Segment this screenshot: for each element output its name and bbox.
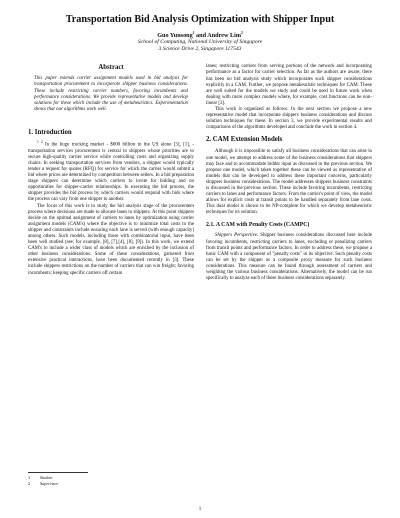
left-column (28, 64, 194, 282)
intro-paragraph-1-text: In the huge trucking market - $600 billion in the US alone [3], [1], - transportation services procurement is central to shippers whose priorities are to secure high-quality carrier service while controlling costs and organizing supply chains. In seeking transportation services from vendors, a shipper would typically tender a request for quotes (RFQ) for service for which the carrier would submit a bid where prices are determined by competition between sellers. In a bid preparation stage shippers can determine which carriers to invite for bidding and on opportunities for shipper-carrier relationships. In executing the bid process, the shipper provides the bid process by which carriers would respond with bids where the process can vary from one shipper to another. (28, 142, 194, 203)
address-line: 3 Science Drive 2, Singapore 117543 (158, 45, 242, 52)
subsection-paragraph-text: Shipper business considerations discussed here include favoring incumbents, restricting carriers to lanes, excluding or penalizing carriers from transit points and performance factors. In order to address these, we propose a basic CAM with a component of "penalty costs" in its objective. Such penalty costs can be set by the shipper as a composite proxy measure for such business considerations. This measure can be found through assessment of carriers and weighting the various business considerations. Alternatively, the model can be run specifically to analyze each of these business considerations separately. (206, 233, 372, 282)
footnote-number: 1 (28, 475, 31, 480)
run-in-heading: Shippers Perspective. (215, 233, 259, 239)
author-footnote-mark: 2 (240, 30, 243, 35)
footnote-2 (28, 481, 194, 487)
subsection-heading-campc: 2.1. A CAM with Penalty Costs (CAMPC) (206, 222, 310, 229)
intro-paragraph-continued: lanes; restricting carriers from serving portions of the network and incorporating performance as a factor for carrier selection. As far as the authors are aware, there has been no bid analysis study which incorporates such shipper considerations explicitly in a CAM. Further, we propose metaheuristic techniques for CAM. These are well suited for the models we study and could be used in future work when dealing with more complex models where, for example, cost functions can be non-linear [3]. (206, 64, 372, 106)
intro-paragraph-2: The focus of this work is to study the bid analysis stage of the procurement process where decisions are made to allocate lanes to shippers. At this point shippers decide on the optimal assignment of carriers to lanes by optimization using carrier assignment models (CAM's) where the objective is to minimize total costs to the shipper and constraints include ensuring each lane is served (with enough capacity) among others. Such models, including those with combinatorial input, have been been well studied (see, for example, [8], [7],[4], [8], [9]). In this work, we extend CAM's to include a wider class of models which are enriched by the inclusion of other business considerations. Some of these considerations, garnered from extensive practical interactions, have been documented recently in [3]. These include shippers restrictions on the number of carriers that can win freight; favoring incumbents; keeping specific carriers off certain (28, 203, 194, 276)
intro-paragraph-1 (28, 139, 194, 204)
abstract-heading: Abstract (98, 64, 124, 72)
subsection-paragraph (206, 233, 372, 282)
section-heading-cam-extension: 2. CAM Extension Models (206, 136, 283, 144)
page-number: 1 (198, 507, 202, 512)
section-heading-introduction: 1. Introduction (28, 128, 72, 136)
affiliation-line: School of Computing, National University of Singapore (137, 39, 263, 46)
footnote-text: Student (40, 475, 53, 480)
footnote-text: Supervisor (40, 480, 59, 486)
author-separator: and (194, 32, 208, 39)
two-column-body (28, 64, 372, 282)
footnote-marks: 1 2 (37, 139, 43, 144)
footnote-rule (28, 472, 88, 473)
author-name: Andrew Lim (207, 32, 241, 39)
paper-title: Transportation Bid Analysis Optimization with Shipper Input (65, 14, 335, 25)
section2-paragraph: Although it is impossible to satisfy all business considerations that can arise in one model, we attempt to address some of the business considerations that shippers may face and to accommodate bidder input as discussed in the previous section. We propose one model, which taken together these can be viewed as representative of models that can be developed to address these important concerns, particularly shippers business considerations. The model addresses shippers business constraints is discussed in the previous section. These include favoring incumbents, restricting carriers to lanes and performance factors. From the carrier's point of view, the model allows for explicit costs at transit points to be handled separately from lane costs. This dual model is shown to be NP-complete for which we develop metaheuristic techniques for its solution. (206, 149, 372, 216)
right-column (206, 64, 372, 282)
footnote-number: 2 (28, 480, 31, 486)
footnotes (28, 472, 194, 486)
author-footnote-mark: 1 (192, 30, 195, 35)
outline-paragraph: This work is organized as follows: In the next section we propose a new representative model that incorporate shippers business considerations and discuss solution techniques for these. In section 3, we provide experimental results and comparisons of the algorithms developed and conclude the work in section 4. (206, 107, 372, 131)
author-name: Guo Yunsong (157, 32, 193, 39)
abstract-text: This paper extends carrier assignment models used in bid analysis for transportation procurement to incorporate shipper business considerations. These include restricting carrier numbers, favoring incumbents and performance considerations. We provide representative models and develop solutions for these which include the use of metaheuristics. Experimentation shows that our algorithms work well. (34, 76, 188, 112)
